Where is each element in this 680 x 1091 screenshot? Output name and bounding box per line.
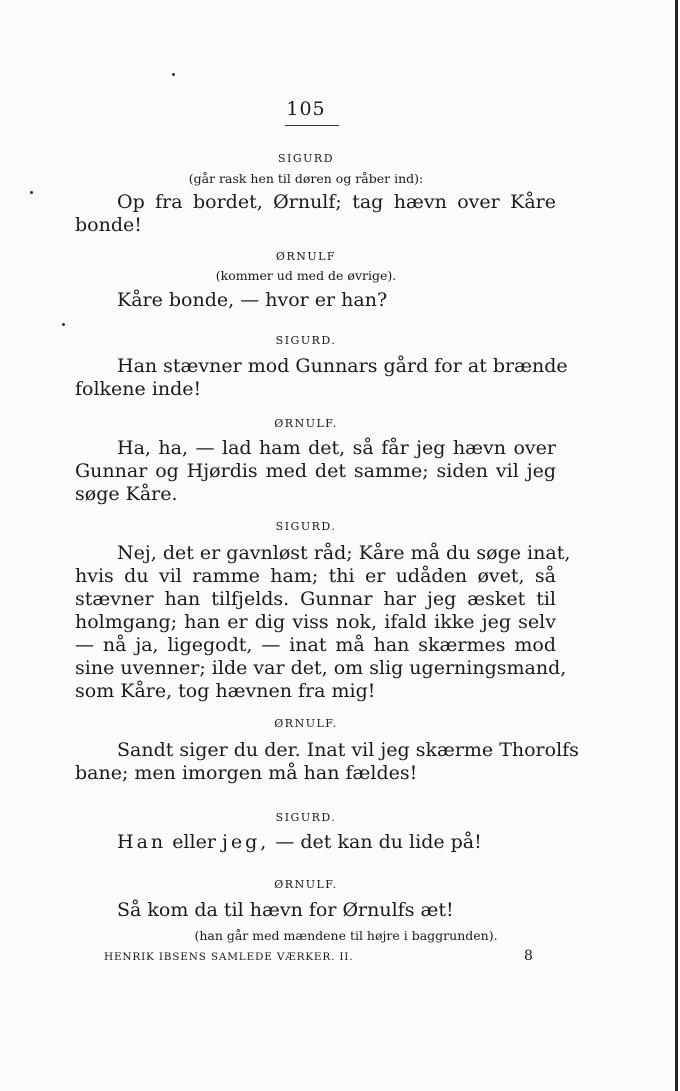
speech-line: søge Kåre. [75,483,178,505]
series-footer: HENRIK IBSENS SAMLEDE VÆRKER. II. [104,951,354,963]
word: — det kan du lide på! [275,831,482,853]
speech-line: Kåre bonde, — hvor er han? [117,289,388,311]
page-number: 105 [286,98,326,120]
ink-speck [172,73,175,76]
speech-line [117,831,482,853]
speaker-name: SIGURD. [275,520,337,533]
speech-line: Nej, det er gavnløst råd; Kåre må du søge inat, [117,542,571,564]
speaker-name: ØRNULF. [274,717,338,730]
speech-line: Gunnar og Hjørdis med det samme; siden vil jeg [75,460,556,482]
spaced-word: Han [117,831,167,853]
ink-speck [62,323,65,326]
signature-mark: 8 [524,948,533,964]
speech [75,542,571,703]
speech-line: Sandt siger du der. Inat vil jeg skærme Thorolfs [117,739,579,761]
word: eller [172,831,216,853]
speaker-name: SIGURD [277,152,335,165]
speaker-name: ØRNULF [275,250,337,263]
speech [75,355,568,401]
speech-line: bane; men imorgen må han fældes! [75,762,418,784]
speaker-name: SIGURD. [275,334,337,347]
speech [75,191,556,237]
speech-line: sine uvenner; ilde var det, om slig ugerningsmand, [75,657,567,679]
speech [75,437,556,506]
speech-line: hvis du vil ramme ham; thi er udåden øvet, så [75,565,556,587]
page-number-underline [285,125,339,126]
speech-line: Han stævner mod Gunnars gård for at brænde [117,355,568,377]
page-edge-rule [675,0,678,1091]
speech-line: Op fra bordet, Ørnulf; tag hævn over Kåre [117,191,556,213]
speaker-name: ØRNULF. [274,878,338,891]
stage-direction: (han går med mændene til højre i baggrunden). [194,928,498,943]
speech-line: folkene inde! [75,378,202,400]
speech-line: holmgang; han er dig viss nok, ifald ikke jeg selv [75,611,556,633]
speaker-name: ØRNULF. [274,417,338,430]
speech-line: som Kåre, tog hævnen fra mig! [75,680,376,702]
speech-line: — nå ja, ligegodt, — inat må han skærmes mod [75,634,556,656]
speaker-name: SIGURD. [275,811,337,824]
speech-line: stævner han tilfjelds. Gunnar har jeg æsket til [75,588,556,610]
stage-direction: (kommer ud med de øvrige). [215,268,397,283]
stage-direction: (går rask hen til døren og råber ind): [188,171,424,186]
speech-line: Så kom da til hævn for Ørnulfs æt! [117,899,454,921]
speech-line: bonde! [75,214,142,236]
ink-speck [30,191,33,194]
speech-line: Ha, ha, — lad ham det, så får jeg hævn over [117,437,556,459]
speech [75,739,579,785]
spaced-word: jeg, [221,831,270,853]
